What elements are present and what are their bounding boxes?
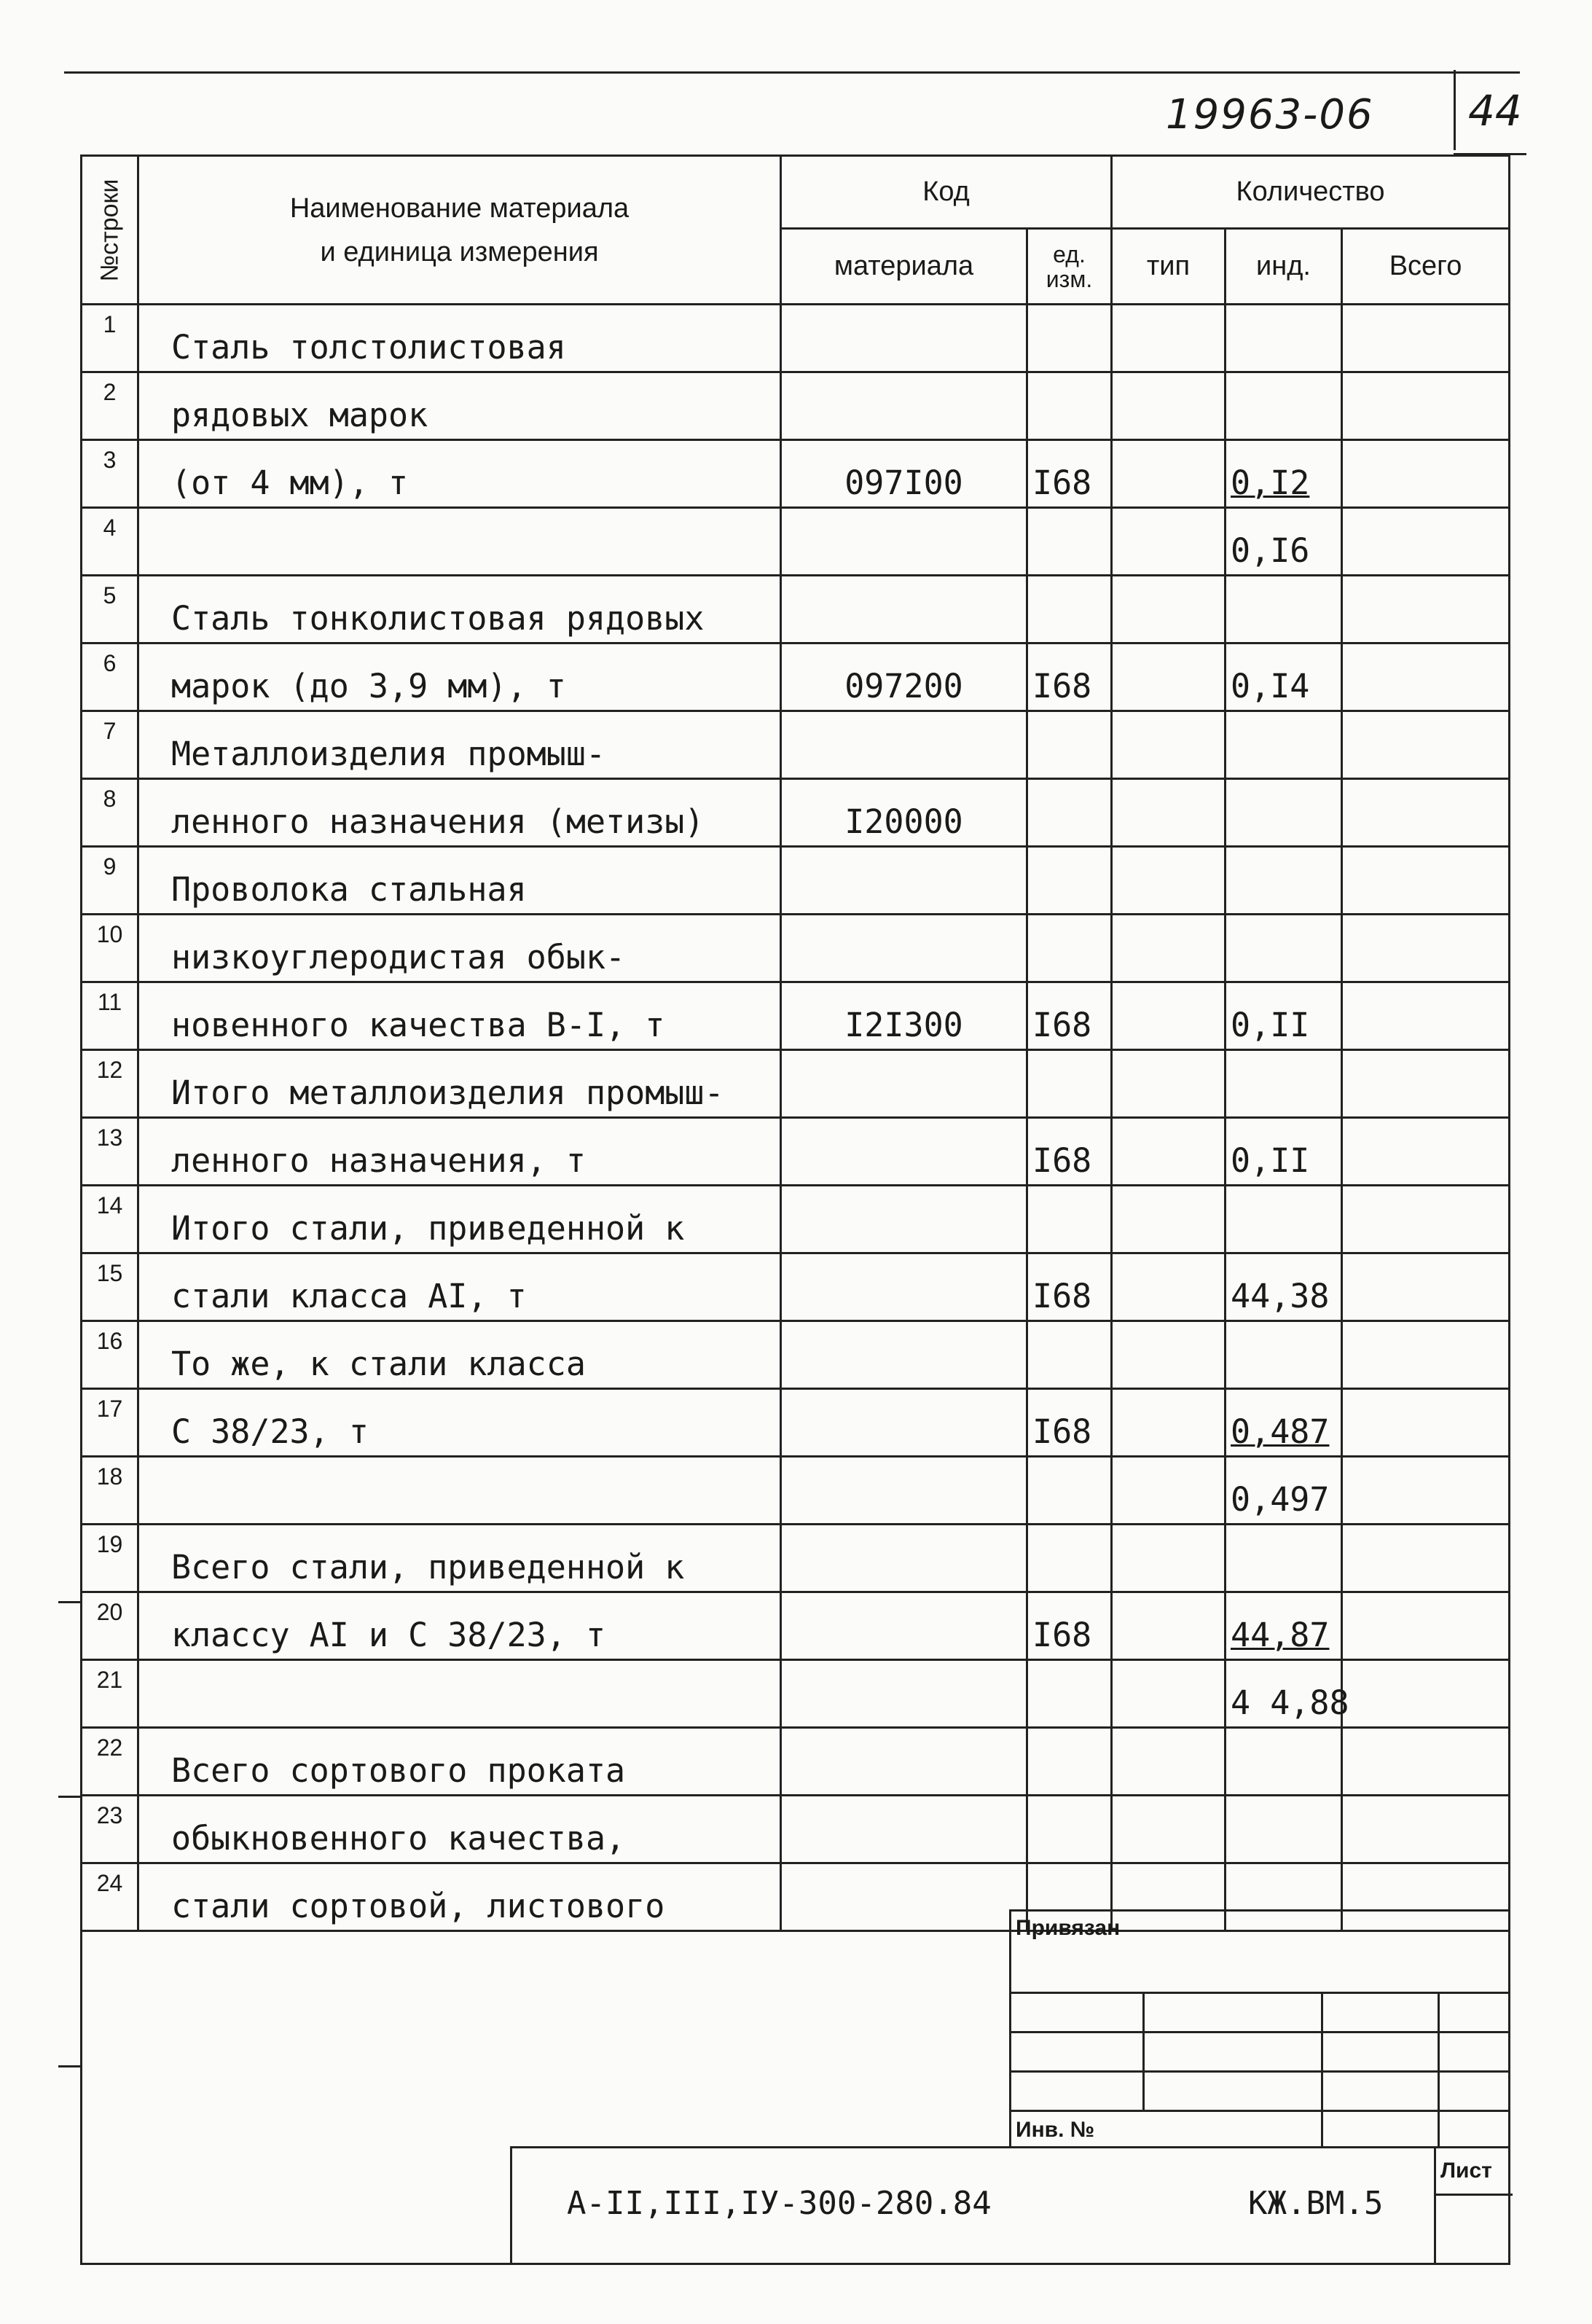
unit-code (1027, 711, 1112, 779)
stamp-line (1011, 2110, 1510, 2112)
sheet-box-divider (1436, 2194, 1513, 2196)
unit-code (1027, 1660, 1112, 1728)
type-quantity (1112, 915, 1226, 982)
stamp-line (1011, 2070, 1510, 2073)
table-row (82, 1660, 1510, 1728)
material-name-text: ленного назначения (метизы) (171, 802, 705, 841)
material-name (138, 1728, 781, 1796)
material-name (138, 508, 781, 576)
total-quantity (1342, 508, 1510, 576)
row-number-text: 15 (96, 1260, 123, 1286)
material-code (781, 1728, 1027, 1796)
row-number (82, 1321, 138, 1389)
row-number (82, 1796, 138, 1863)
row-number-text: 1 (103, 311, 117, 337)
row-number-text: 14 (96, 1192, 123, 1218)
individual-quantity (1226, 1457, 1342, 1525)
material-code-text: I2I300 (844, 1006, 963, 1044)
material-name (138, 1321, 781, 1389)
table-row (82, 1253, 1510, 1321)
total-quantity (1342, 1525, 1510, 1592)
material-name-text: марок (до 3,9 мм), т (171, 667, 566, 705)
row-number (82, 508, 138, 576)
table-row (82, 915, 1510, 982)
material-name (138, 847, 781, 915)
table-row (82, 1592, 1510, 1660)
total-quantity (1342, 1796, 1510, 1863)
unit-code (1027, 779, 1112, 847)
inventory-number-label: Инв. № (1016, 2118, 1095, 2142)
individual-quantity (1226, 1525, 1342, 1592)
type-quantity (1112, 1796, 1226, 1863)
type-quantity (1112, 1525, 1226, 1592)
material-name (138, 1253, 781, 1321)
material-code (781, 372, 1027, 440)
sheet-box (1434, 2148, 1513, 2265)
row-number-text: 17 (96, 1396, 123, 1422)
row-number-text: 13 (96, 1124, 123, 1151)
material-code (781, 1796, 1027, 1863)
material-code (781, 847, 1027, 915)
row-number-text: 9 (103, 853, 117, 880)
individual-quantity (1226, 305, 1342, 372)
individual-quantity-text: 0,II (1231, 1141, 1310, 1180)
unit-code (1027, 847, 1112, 915)
row-number (82, 643, 138, 711)
type-quantity (1112, 1253, 1226, 1321)
unit-code (1027, 508, 1112, 576)
individual-quantity (1226, 711, 1342, 779)
total-quantity (1342, 1253, 1510, 1321)
material-name-text: То же, к стали класса (171, 1345, 586, 1383)
table-row (82, 1389, 1510, 1457)
material-name (138, 1525, 781, 1592)
table-row (82, 1525, 1510, 1592)
type-quantity (1112, 1592, 1226, 1660)
row-number (82, 372, 138, 440)
row-number-text: 19 (96, 1531, 123, 1557)
individual-quantity (1226, 1118, 1342, 1186)
row-number (82, 982, 138, 1050)
total-quantity (1342, 372, 1510, 440)
row-number-text: 23 (96, 1802, 123, 1828)
material-name (138, 1592, 781, 1660)
material-name-text: новенного качества В-I, т (171, 1006, 665, 1044)
table-row (82, 779, 1510, 847)
row-number-text: 21 (96, 1667, 123, 1693)
unit-code-text: I68 (1032, 1616, 1092, 1654)
unit-code (1027, 1253, 1112, 1321)
sheet-code: КЖ.ВМ.5 (1248, 2185, 1384, 2222)
row-number (82, 440, 138, 508)
row-number-text: 5 (103, 582, 117, 609)
page-number: 44 (1468, 86, 1522, 136)
type-header: тип (1112, 229, 1226, 305)
unit-code (1027, 305, 1112, 372)
individual-quantity (1226, 1389, 1342, 1457)
unit-code (1027, 1050, 1112, 1118)
material-code (781, 1525, 1027, 1592)
table-row (82, 1457, 1510, 1525)
unit-code-text: I68 (1032, 463, 1092, 502)
stamp-divider (1142, 1992, 1145, 2110)
row-number (82, 1457, 138, 1525)
material-name-text: низкоуглеродистая обык- (171, 938, 626, 977)
individual-quantity (1226, 1660, 1349, 1728)
individual-quantity-text: 0,I4 (1231, 667, 1310, 705)
unit-code (1027, 982, 1112, 1050)
frame-left (80, 1796, 82, 2264)
individual-quantity-text: 0,II (1231, 1006, 1310, 1044)
individual-quantity (1226, 1050, 1342, 1118)
row-number (82, 915, 138, 982)
total-quantity (1342, 1660, 1510, 1728)
material-code (781, 305, 1027, 372)
row-number-text: 10 (96, 921, 123, 947)
page-number-divider (1454, 70, 1456, 150)
individual-quantity (1226, 1321, 1342, 1389)
total-quantity (1342, 1118, 1510, 1186)
type-quantity (1112, 779, 1226, 847)
material-name-text: рядовых марок (171, 396, 428, 434)
material-name (138, 982, 781, 1050)
material-name-text: стали сортовой, листового (171, 1887, 665, 1925)
total-quantity (1342, 440, 1510, 508)
individual-quantity (1226, 1186, 1342, 1253)
individual-quantity (1226, 1796, 1342, 1863)
individual-quantity-text: 0,487 (1231, 1412, 1330, 1451)
table-row (82, 305, 1510, 372)
unit-code (1027, 643, 1112, 711)
materials-table (80, 154, 1510, 1932)
type-quantity (1112, 508, 1226, 576)
table-row (82, 1186, 1510, 1253)
material-code (781, 779, 1027, 847)
material-code (781, 1863, 1027, 1931)
material-name (138, 440, 781, 508)
type-quantity (1112, 1321, 1226, 1389)
unit-code (1027, 440, 1112, 508)
approval-stamp (1009, 1909, 1510, 2148)
individual-quantity-text: 44,38 (1231, 1277, 1330, 1315)
row-number (82, 1660, 138, 1728)
total-quantity (1342, 1728, 1510, 1796)
individual-quantity (1226, 915, 1342, 982)
table-body (82, 305, 1510, 1931)
type-quantity (1112, 847, 1226, 915)
individual-quantity (1226, 643, 1342, 711)
material-name (138, 915, 781, 982)
stamp-line (1011, 1992, 1510, 1994)
stamp-divider (1438, 1992, 1440, 2148)
unit-code (1027, 576, 1112, 643)
material-name (138, 779, 781, 847)
row-number (82, 1186, 138, 1253)
total-quantity (1342, 915, 1510, 982)
total-quantity (1342, 305, 1510, 372)
project-code: А-II,III,IУ-300-280.84 (567, 2185, 992, 2222)
individual-quantity (1226, 982, 1342, 1050)
material-name-text: обыкновенного качества, (171, 1819, 626, 1858)
material-name (138, 711, 781, 779)
unit-code-header: ед. изм. (1027, 229, 1112, 305)
row-number-text: 6 (103, 650, 117, 676)
type-quantity (1112, 982, 1226, 1050)
individual-quantity (1226, 847, 1342, 915)
row-number (82, 711, 138, 779)
material-name-text: Всего сортового проката (171, 1751, 626, 1790)
unit-code (1027, 1118, 1112, 1186)
unit-code (1027, 1728, 1112, 1796)
material-name (138, 1050, 781, 1118)
row-number-text: 18 (96, 1463, 123, 1490)
material-code (781, 440, 1027, 508)
table-row (82, 1050, 1510, 1118)
type-quantity (1112, 711, 1226, 779)
material-code (781, 1321, 1027, 1389)
individual-quantity (1226, 1592, 1342, 1660)
individual-quantity (1226, 440, 1342, 508)
material-name-header: Наименование материала и единица измерения (138, 156, 781, 305)
total-quantity (1342, 847, 1510, 915)
individual-quantity-text: 0,I6 (1231, 531, 1310, 570)
unit-code (1027, 1457, 1112, 1525)
material-name-text: Сталь тонколистовая рядовых (171, 599, 705, 638)
material-name-text: стали класса АI, т (171, 1277, 527, 1315)
material-code-text: I20000 (844, 802, 963, 841)
individual-quantity (1226, 372, 1342, 440)
material-code (781, 915, 1027, 982)
material-code (781, 643, 1027, 711)
row-number-text: 20 (96, 1599, 123, 1625)
table-row (82, 440, 1510, 508)
material-code (781, 1389, 1027, 1457)
row-number-text: 22 (96, 1734, 123, 1761)
material-code-text: 097200 (844, 667, 963, 705)
margin-tick (58, 2065, 80, 2067)
row-number (82, 1253, 138, 1321)
material-code (781, 1118, 1027, 1186)
total-quantity (1342, 1321, 1510, 1389)
type-quantity (1112, 372, 1226, 440)
total-quantity (1342, 1389, 1510, 1457)
material-name (138, 305, 781, 372)
table-row (82, 1728, 1510, 1796)
type-quantity (1112, 1457, 1226, 1525)
type-quantity (1112, 440, 1226, 508)
quantity-header: Количество (1112, 156, 1510, 229)
material-name-text: классу АI и С 38/23, т (171, 1616, 606, 1654)
table-row (82, 508, 1510, 576)
type-quantity (1112, 643, 1226, 711)
row-number (82, 847, 138, 915)
code-header: Код (781, 156, 1112, 229)
type-quantity (1112, 1050, 1226, 1118)
total-quantity (1342, 1186, 1510, 1253)
type-quantity (1112, 1186, 1226, 1253)
row-number (82, 1525, 138, 1592)
total-quantity (1342, 982, 1510, 1050)
total-quantity (1342, 779, 1510, 847)
individual-quantity (1226, 576, 1342, 643)
material-code (781, 1660, 1027, 1728)
total-quantity (1342, 576, 1510, 643)
row-number (82, 1863, 138, 1931)
material-name (138, 1389, 781, 1457)
material-code (781, 1186, 1027, 1253)
material-code (781, 711, 1027, 779)
material-name (138, 643, 781, 711)
row-number-text: 2 (103, 379, 117, 405)
linked-label: Привязан (1016, 1916, 1121, 1940)
material-code (781, 982, 1027, 1050)
material-name (138, 1796, 781, 1863)
type-quantity (1112, 1389, 1226, 1457)
material-name-text: Металлоизделия промыш- (171, 735, 606, 773)
row-number (82, 1592, 138, 1660)
individual-quantity (1226, 508, 1342, 576)
material-name-text: ленного назначения, т (171, 1141, 586, 1180)
material-name-text: С 38/23, т (171, 1412, 369, 1451)
unit-code-text: I68 (1032, 1277, 1092, 1315)
table-row (82, 1118, 1510, 1186)
material-name-text: Итого металлоизделия промыш- (171, 1073, 724, 1112)
material-name (138, 1660, 781, 1728)
sheet-label: Лист (1440, 2159, 1492, 2183)
unit-code (1027, 1525, 1112, 1592)
individual-quantity-text: 44,87 (1231, 1616, 1330, 1654)
material-code (781, 576, 1027, 643)
row-number-text: 3 (103, 447, 117, 473)
row-number-text: 24 (96, 1870, 123, 1896)
table-row (82, 643, 1510, 711)
material-name (138, 372, 781, 440)
table-row (82, 1321, 1510, 1389)
individual-quantity (1226, 1728, 1342, 1796)
stamp-divider (1321, 1992, 1323, 2148)
top-rule (64, 71, 1520, 74)
row-number-text: 4 (103, 515, 117, 541)
total-quantity (1342, 643, 1510, 711)
unit-code (1027, 1389, 1112, 1457)
material-name-text: Итого стали, приведенной к (171, 1209, 685, 1248)
material-name-text: Сталь толстолистовая (171, 328, 566, 367)
material-code (781, 1050, 1027, 1118)
table-row (82, 982, 1510, 1050)
material-name (138, 1457, 781, 1525)
material-name-text: (от 4 мм), т (171, 463, 409, 502)
table-row (82, 576, 1510, 643)
material-name (138, 1186, 781, 1253)
unit-code (1027, 1186, 1112, 1253)
type-quantity (1112, 576, 1226, 643)
material-code (781, 1457, 1027, 1525)
row-number (82, 779, 138, 847)
unit-code (1027, 915, 1112, 982)
unit-code-text: I68 (1032, 1006, 1092, 1044)
table-row (82, 847, 1510, 915)
individual-quantity (1226, 1253, 1342, 1321)
material-name-text: Проволока стальная (171, 870, 527, 909)
row-number-header: №строки (82, 156, 138, 305)
individual-quantity-text: 4 4,88 (1231, 1683, 1349, 1722)
type-quantity (1112, 1728, 1226, 1796)
total-header: Всего (1342, 229, 1510, 305)
type-quantity (1112, 1660, 1226, 1728)
type-quantity (1112, 1118, 1226, 1186)
row-number (82, 1389, 138, 1457)
stamp-line (1011, 2031, 1510, 2033)
material-name (138, 1863, 781, 1931)
table-row (82, 1796, 1510, 1863)
table-row (82, 372, 1510, 440)
material-name-text: Всего стали, приведенной к (171, 1548, 685, 1586)
row-number-text: 8 (103, 786, 117, 812)
row-number-text: 7 (103, 718, 117, 744)
material-name (138, 1118, 781, 1186)
row-number-text: 16 (96, 1328, 123, 1354)
individual-quantity-text: 0,497 (1231, 1480, 1330, 1519)
row-number (82, 1118, 138, 1186)
total-quantity (1342, 1457, 1510, 1525)
unit-code-text: I68 (1032, 667, 1092, 705)
row-number (82, 576, 138, 643)
title-block (510, 2146, 1510, 2265)
row-number-text: 12 (96, 1057, 123, 1083)
unit-code (1027, 1321, 1112, 1389)
unit-code (1027, 1796, 1112, 1863)
individual-header: инд. (1226, 229, 1342, 305)
individual-quantity (1226, 779, 1342, 847)
type-quantity (1112, 305, 1226, 372)
unit-code-text: I68 (1032, 1412, 1092, 1451)
document-number: 19963-06 (1166, 91, 1374, 138)
row-number (82, 1728, 138, 1796)
material-code-text: 097I00 (844, 463, 963, 502)
total-quantity (1342, 1592, 1510, 1660)
row-number (82, 1050, 138, 1118)
table-row (82, 711, 1510, 779)
total-quantity (1342, 711, 1510, 779)
row-number (82, 305, 138, 372)
material-code (781, 1592, 1027, 1660)
margin-tick (58, 1796, 80, 1798)
material-code (781, 508, 1027, 576)
material-code-header: материала (781, 229, 1027, 305)
total-quantity (1342, 1050, 1510, 1118)
margin-tick (58, 1601, 80, 1603)
individual-quantity-text: 0,I2 (1231, 463, 1310, 502)
unit-code-text: I68 (1032, 1141, 1092, 1180)
material-code (781, 1253, 1027, 1321)
material-name (138, 576, 781, 643)
unit-code (1027, 372, 1112, 440)
row-number-text: 11 (97, 989, 122, 1015)
unit-code (1027, 1592, 1112, 1660)
